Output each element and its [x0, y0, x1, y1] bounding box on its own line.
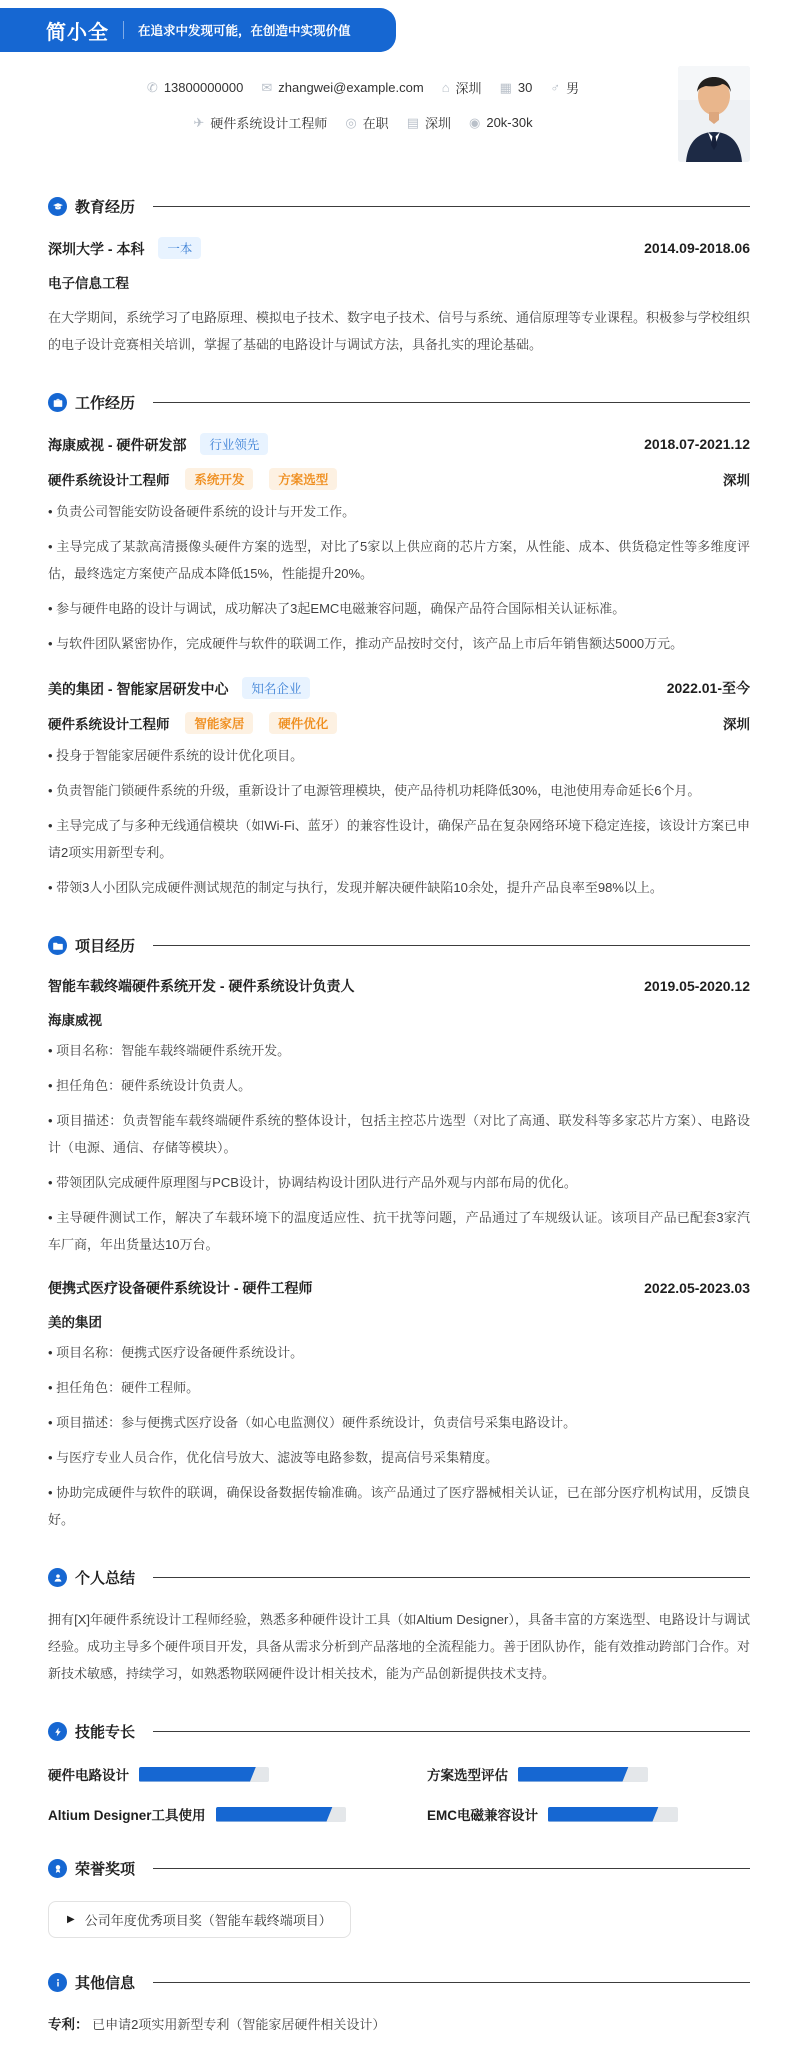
bullet-item: • 主导硬件测试工作，解决了车载环境下的温度适应性、抗干扰等问题，产品通过了车规级认证。该项目产品已配套3家汽车厂商，年出货量达10万台。 [48, 1204, 750, 1258]
section-projects [48, 935, 750, 1533]
summary-text: 拥有[X]年硬件系统设计工程师经验，熟悉多种硬件设计工具（如Altium Designer），具备丰富的方案选型、电路设计与调试经验。成功主导多个硬件项目开发，具备从需求分析到产品落地的全流程能力。善于团队协作，能有效推动跨部门合作。对新技术敏感，持续学习，如熟悉物联网硬件设计相关技术，能为产品创新提供技术支持。 [48, 1612, 751, 1681]
bullet-item: • 担任角色：硬件工程师。 [48, 1374, 750, 1401]
skill-bar [139, 1767, 269, 1782]
position-icon: ✈ [193, 114, 205, 130]
honors-header [48, 1858, 750, 1879]
bullet-item: • 担任角色：硬件系统设计负责人。 [48, 1072, 750, 1099]
project-entry [48, 976, 750, 1258]
bullet-item: • 投身于智能家居硬件系统的设计优化项目。 [48, 742, 750, 769]
phone-item [147, 80, 243, 96]
honor-chip[interactable] [48, 1901, 351, 1938]
role-tag: 系统开发 [185, 468, 253, 490]
skill-bar-fill [216, 1807, 333, 1822]
section-title: 教育经历 [75, 199, 136, 216]
job-role: 硬件系统设计工程师 系统开发 方案选型 [48, 468, 337, 490]
company-name: 海康威视 - 硬件研发部 行业领先 [48, 433, 268, 455]
project-date: 2022.05-2023.03 [644, 1280, 750, 1296]
phone-icon: ✆ [146, 79, 158, 95]
salary-value: 20k-30k [486, 115, 533, 130]
patent-line [48, 2013, 750, 2037]
other-header [48, 1972, 750, 1993]
patent-text: 已申请2项实用新型专利（智能家居硬件相关设计） [92, 2017, 386, 2032]
project-title-row [48, 976, 750, 996]
salary-icon: ◉ [469, 114, 481, 130]
bullet-item: • 参与硬件电路的设计与调试，成功解决了3起EMC电磁兼容问题，确保产品符合国际相关认证标准。 [48, 595, 750, 622]
bullet-item: • 负责公司智能安防设备硬件系统的设计与开发工作。 [48, 498, 750, 525]
brand-banner [0, 8, 396, 52]
section-rule [153, 1731, 750, 1732]
skill-label: 硬件电路设计 [48, 1768, 129, 1783]
company-name: 美的集团 - 智能家居研发中心 知名企业 [48, 677, 310, 699]
bullet-item: • 与医疗专业人员合作，优化信号放大、滤波等电路参数，提高信号采集精度。 [48, 1444, 750, 1471]
info-icon [48, 1973, 67, 1992]
skill-bar-fill [548, 1807, 659, 1822]
bullet-item: • 负责智能门锁硬件系统的升级，重新设计了电源管理模块，使产品待机功耗降低30%，电池使用寿命延长6个月。 [48, 777, 750, 804]
summary-header [48, 1567, 750, 1588]
age-item [500, 80, 533, 96]
contact-info [48, 66, 678, 162]
job-bullets [48, 742, 750, 901]
company-badge: 行业领先 [200, 433, 268, 455]
bullet-item: • 主导完成了与多种无线通信模块（如Wi-Fi、蓝牙）的兼容性设计，确保产品在复杂网络环境下稳定连接，该设计方案已申请2项实用新型专利。 [48, 812, 750, 866]
bullet-item: • 项目名称：便携式医疗设备硬件系统设计。 [48, 1339, 750, 1366]
section-honors [48, 1858, 750, 1938]
skill-item [427, 1804, 750, 1824]
job-role: 硬件系统设计工程师 智能家居 硬件优化 [48, 712, 337, 734]
section-other [48, 1972, 750, 2037]
contact-row-1 [147, 78, 579, 97]
section-rule [153, 1868, 750, 1869]
education-header [48, 196, 750, 217]
job-company-row [48, 433, 750, 455]
city-icon: ▤ [406, 114, 419, 130]
section-title: 个人总结 [75, 1570, 136, 1587]
job-role-row [48, 712, 750, 734]
bullet-item: • 主导完成了某款高清摄像头硬件方案的选型，对比了5家以上供应商的芯片方案，从性能、成本、供货稳定性等多维度评估，最终选定方案使产品成本降低15%，性能提升20%。 [48, 533, 750, 587]
project-title-row [48, 1278, 750, 1298]
age-value: 30 [517, 80, 533, 95]
education-desc: 在大学期间，系统学习了电路原理、模拟电子技术、数字电子技术、信号与系统、通信原理等专业课程。积极参与学校组织的电子设计竞赛相关培训，掌握了基础的电路设计与调试方法，具备扎实的理论基础。 [48, 310, 751, 352]
section-rule [153, 945, 750, 946]
phone-value: 13800000000 [163, 80, 244, 95]
section-title: 项目经历 [75, 938, 136, 955]
email-value: zhangwei@example.com [278, 80, 424, 95]
bullet-item: • 协助完成硬件与软件的联调，确保设备数据传输准确。该产品通过了医疗器械相关认证，已在部分医疗机构试用，反馈良好。 [48, 1479, 750, 1533]
skill-bar [518, 1767, 648, 1782]
job-entry [48, 677, 750, 901]
patent-label: 专利： [48, 2017, 89, 2032]
honor-text: 公司年度优秀项目奖（智能车载终端项目） [84, 1913, 332, 1928]
role-tag: 硬件优化 [269, 712, 337, 734]
school-name: 深圳大学 - 本科 一本 [48, 237, 201, 259]
profile-header [0, 52, 794, 162]
role-tag: 智能家居 [185, 712, 253, 734]
skill-label: EMC电磁兼容设计 [427, 1808, 538, 1823]
job-entry [48, 433, 750, 657]
bullet-item: • 带领3人小团队完成硬件测试规范的制定与执行，发现并解决硬件缺陷10余处，提升产品良率至98%以上。 [48, 874, 750, 901]
project-bullets [48, 1037, 750, 1258]
position-value: 硬件系统设计工程师 [210, 116, 328, 131]
section-title: 技能专长 [75, 1724, 136, 1741]
job-bullets [48, 498, 750, 657]
job-company-row [48, 677, 750, 699]
lightning-icon [48, 1722, 67, 1741]
section-title: 工作经历 [75, 395, 136, 412]
briefcase-icon [48, 393, 67, 412]
skill-item [48, 1804, 371, 1824]
company-badge: 知名企业 [242, 677, 310, 699]
job-role-row [48, 468, 750, 490]
age-icon: ▦ [499, 79, 512, 95]
project-date: 2019.05-2020.12 [644, 978, 750, 994]
skill-label: 方案选型评估 [427, 1768, 508, 1783]
job-location: 深圳 [723, 473, 750, 488]
city-value: 深圳 [424, 116, 451, 131]
resume-body [0, 196, 794, 2067]
medal-icon [48, 1859, 67, 1878]
projects-header [48, 935, 750, 956]
gender-icon: ♂ [550, 80, 561, 95]
status-icon: ◎ [345, 114, 357, 130]
section-rule [153, 1982, 750, 1983]
gender-value: 男 [566, 81, 580, 96]
skills-header [48, 1721, 750, 1742]
role-tag: 方案选型 [269, 468, 337, 490]
contact-row-2 [193, 113, 532, 132]
bullet-item: • 项目名称：智能车载终端硬件系统开发。 [48, 1037, 750, 1064]
graduation-cap-icon [48, 197, 67, 216]
brand-logo: 简小全 [46, 21, 109, 44]
job-location: 深圳 [723, 717, 750, 732]
mail-icon: ✉ [261, 79, 273, 95]
skill-bar [216, 1807, 346, 1822]
project-org: 美的集团 [48, 1315, 102, 1330]
section-rule [153, 206, 750, 207]
section-work [48, 392, 750, 901]
section-education [48, 196, 750, 358]
email-item [261, 80, 423, 96]
school-badge: 一本 [158, 237, 201, 259]
project-name: 智能车载终端硬件系统开发 - 硬件系统设计负责人 [48, 978, 355, 994]
section-rule [153, 402, 750, 403]
skill-bar-fill [139, 1767, 256, 1782]
section-summary [48, 1567, 750, 1687]
banner-divider [123, 21, 124, 39]
education-date: 2014.09-2018.06 [644, 240, 750, 256]
work-header [48, 392, 750, 413]
skill-bar-fill [518, 1767, 629, 1782]
location-value: 深圳 [455, 81, 482, 96]
education-entry [48, 237, 750, 259]
skill-label: Altium Designer工具使用 [48, 1808, 206, 1823]
bullet-item: • 项目描述：参与便携式医疗设备（如心电监测仪）硬件系统设计，负责信号采集电路设计。 [48, 1409, 750, 1436]
city-item [407, 113, 451, 132]
gender-item [550, 78, 579, 97]
job-status-value: 在职 [362, 116, 389, 131]
skill-bar [548, 1807, 678, 1822]
location-icon: ⌂ [441, 80, 450, 95]
skill-item [48, 1764, 371, 1784]
section-skills [48, 1721, 750, 1824]
folder-icon [48, 936, 67, 955]
bullet-item: • 与软件团队紧密协作，完成硬件与软件的联调工作，推动产品按时交付，该产品上市后年销售额达5000万元。 [48, 630, 750, 657]
user-icon [48, 1568, 67, 1587]
bullet-item: • 带领团队完成硬件原理图与PCB设计，协调结构设计团队进行产品外观与内部布局的优化。 [48, 1169, 750, 1196]
job-date: 2018.07-2021.12 [644, 436, 750, 452]
brand-tagline: 在追求中发现可能，在创造中实现价值 [138, 24, 351, 38]
salary-item [469, 115, 533, 131]
section-title: 其他信息 [75, 1975, 136, 1992]
section-title: 荣誉奖项 [75, 1861, 136, 1878]
job-date: 2022.01-至今 [666, 680, 750, 696]
major: 电子信息工程 [48, 276, 129, 291]
triangle-right-icon: ▶ [67, 1914, 75, 1925]
project-entry [48, 1278, 750, 1533]
project-org: 海康威视 [48, 1013, 102, 1028]
skill-item [427, 1764, 750, 1784]
avatar [678, 66, 750, 162]
position-item [193, 113, 327, 132]
job-status-item [345, 113, 388, 132]
project-name: 便携式医疗设备硬件系统设计 - 硬件工程师 [48, 1280, 313, 1296]
skills-grid [48, 1764, 750, 1824]
project-bullets [48, 1339, 750, 1533]
bullet-item: • 项目描述：负责智能车载终端硬件系统的整体设计，包括主控芯片选型（对比了高通、联发科等多家芯片方案）、电路设计（电源、通信、存储等模块）。 [48, 1107, 750, 1161]
section-rule [153, 1577, 750, 1578]
location-item [442, 78, 482, 97]
